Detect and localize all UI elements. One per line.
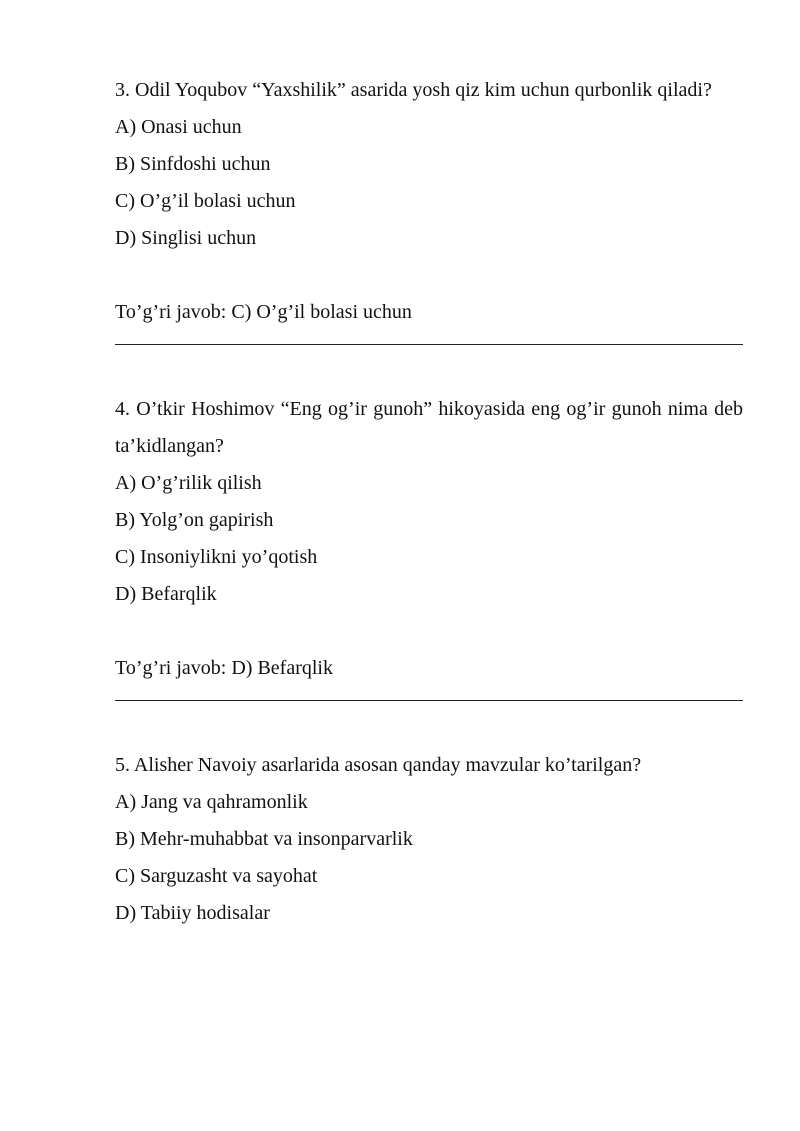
question-5: [115, 747, 743, 932]
option-d: D) Tabiiy hodisalar: [115, 902, 270, 924]
question-text: 5. Alisher Navoiy asarlarida asosan qanday mavzular ko’tarilgan?: [115, 754, 642, 776]
option-d: D) Befarqlik: [115, 583, 217, 605]
question-text: 4. O’tkir Hoshimov “Eng og’ir gunoh” hikoyasida eng og’ir gunoh nima deb ta’kidlangan?: [115, 398, 743, 457]
correct-answer: To’g’ri javob: D) Befarqlik: [115, 657, 333, 679]
option-a: A) O’g’rilik qilish: [115, 472, 262, 494]
question-text: 3. Odil Yoqubov “Yaxshilik” asarida yosh qiz kim uchun qurbonlik qiladi?: [115, 79, 712, 101]
option-c: C) Insoniylikni yo’qotish: [115, 546, 318, 568]
option-d: D) Singlisi uchun: [115, 227, 257, 249]
option-c: C) O’g’il bolasi uchun: [115, 190, 296, 212]
question-3: [115, 72, 743, 345]
document-page: [115, 72, 743, 932]
option-b: B) Sinfdoshi uchun: [115, 153, 271, 175]
option-c: C) Sarguzasht va sayohat: [115, 865, 318, 887]
question-4: [115, 391, 743, 701]
option-a: A) Onasi uchun: [115, 116, 242, 138]
option-a: A) Jang va qahramonlik: [115, 791, 308, 813]
option-b: B) Yolg’on gapirish: [115, 509, 274, 531]
option-b: B) Mehr-muhabbat va insonparvarlik: [115, 828, 413, 850]
correct-answer: To’g’ri javob: C) O’g’il bolasi uchun: [115, 301, 412, 323]
